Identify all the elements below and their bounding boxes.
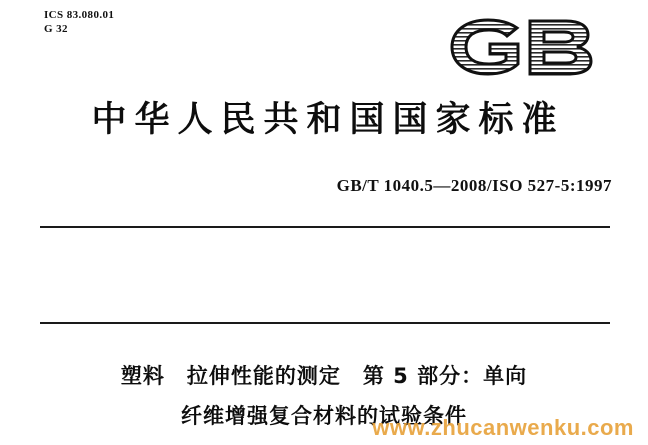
- document-title-line-2: 纤维增强复合材料的试验条件: [181, 404, 467, 428]
- divider-top: [40, 226, 610, 228]
- document-title: [0, 356, 648, 436]
- ics-code: ICS 83.080.01: [44, 9, 115, 21]
- gb-logo-icon: [446, 16, 612, 78]
- ics-classification-block: [44, 8, 114, 36]
- ccs-code: G 32: [44, 23, 68, 35]
- document-title-line-1: 塑料 拉伸性能的测定 第 5 部分：单向: [120, 364, 528, 388]
- divider-bottom: [40, 322, 610, 324]
- standard-number: GB/T 1040.5—2008/ISO 527-5:1997: [336, 176, 612, 195]
- page-title: 中华人民共和国国家标准: [91, 99, 565, 140]
- watermark-text: www.zhucanwenku.com: [372, 415, 634, 440]
